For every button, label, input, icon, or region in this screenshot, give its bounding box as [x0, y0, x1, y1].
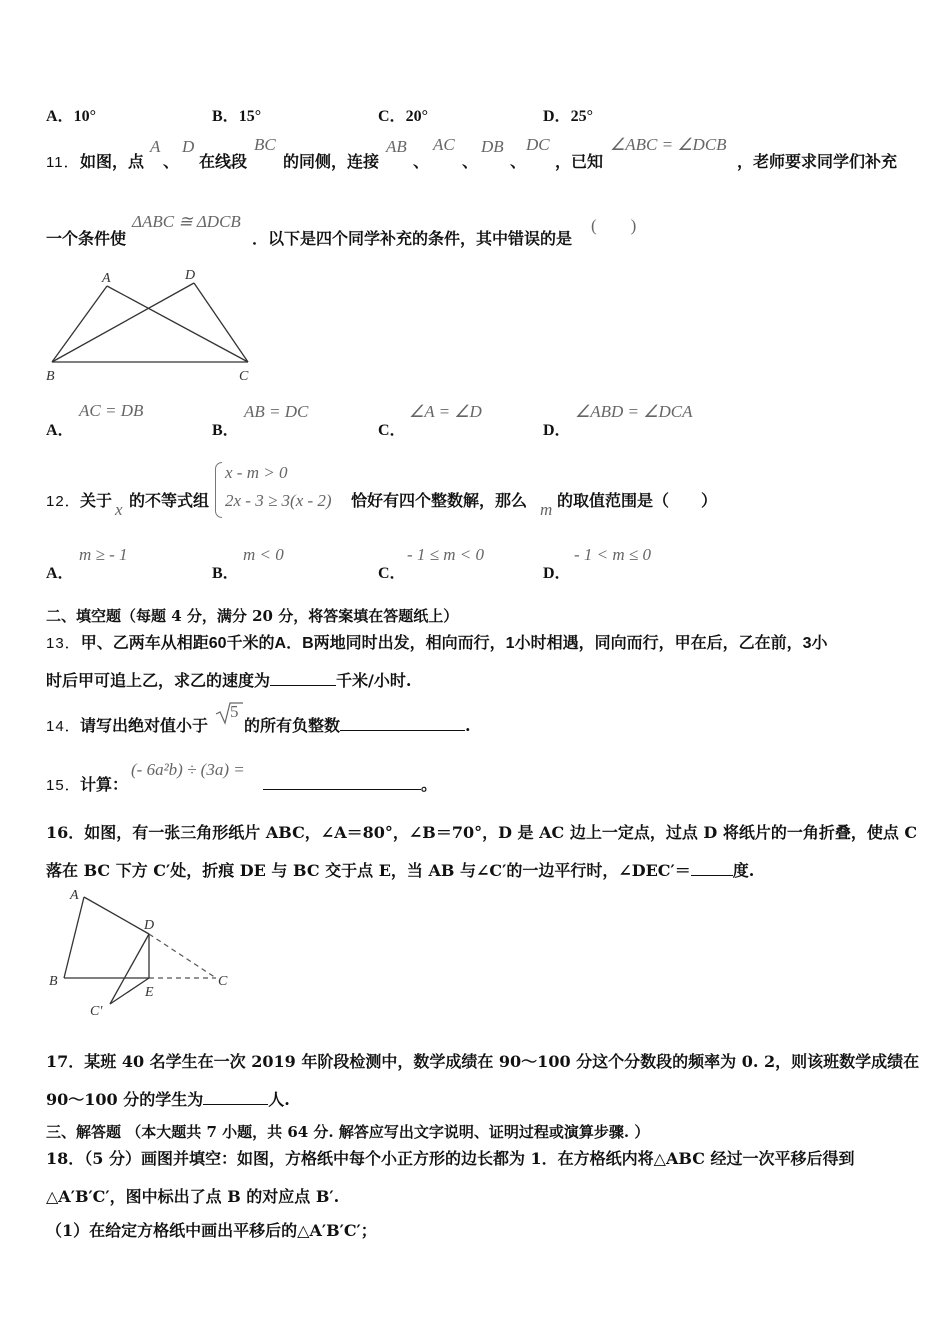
q11-option-d-letter: D． [543, 422, 571, 439]
q12-option-a-letter: A． [46, 565, 74, 582]
q16-figure-label-a: A [70, 888, 79, 903]
q14-sqrt-radicand: 5 [230, 702, 239, 721]
q11-segment-ac: AC [433, 135, 455, 154]
q16-figure-line-ab [64, 897, 84, 978]
q16-figure-line-dc-prime [110, 934, 149, 1004]
q11-segment-ab: AB [386, 137, 407, 156]
q16-line-2: 落在 BC 下方 C′处，折痕 DE 与 BC 交于点 E，当 AB 与∠C′的一边平行时，∠DEC′＝ 度. [46, 861, 755, 880]
q14-sqrt-sign [214, 700, 244, 726]
q11-segment-db: DB [481, 137, 504, 156]
q11-text-5: ，老师要求同学们补充 [737, 152, 898, 171]
q11-line2-a: 一个条件使 [46, 229, 127, 248]
q16-answer-blank [691, 861, 733, 876]
q16-figure [40, 884, 240, 1024]
q12-option-d-letter: D． [543, 565, 571, 582]
q11-line2-b: ．以下是四个同学补充的条件，其中错误的是 [252, 229, 573, 248]
q13-line-2: 时后甲可追上乙，求乙的速度为 千米/小时. [46, 671, 412, 690]
q12-option-d-expr: - 1 < m ≤ 0 [574, 545, 651, 564]
q12-text-1: 关于 [80, 491, 113, 510]
q12-variable-x: x [115, 500, 123, 519]
q11-figure [40, 262, 270, 387]
q12-option-c-expr: - 1 ≤ m < 0 [407, 545, 484, 564]
q11-given-angles: ∠ABC = ∠DCB [610, 135, 727, 154]
q16-figure-label-e: E [145, 985, 154, 1000]
section-2-heading: 二、填空题（每题 4 分，满分 20 分，将答案填在答题纸上） [46, 607, 459, 625]
q10-option-c: C．20° [378, 108, 428, 125]
q16-line-1: 16．如图，有一张三角形纸片 ABC，∠A＝80°，∠B＝70°，D 是 AC 边上一定点，过点 D 将纸片的一角折叠，使点 C [46, 823, 918, 842]
q12-system-brace [215, 462, 222, 518]
q10-option-a: A．10° [46, 108, 96, 125]
q15-number: 15． [46, 777, 81, 794]
q11-option-b-letter: B． [212, 422, 239, 439]
q18-line-3: （1）在给定方格纸中画出平移后的△A′B′C′； [46, 1221, 377, 1240]
q11-option-a-letter: A． [46, 422, 74, 439]
q11-option-c-letter: C． [378, 422, 406, 439]
q11-figure-line-ab [52, 286, 107, 362]
q18-line-1: 18．（5 分）画图并填空：如图，方格纸中每个小正方形的边长都为 1．在方格纸内将△ABC 经过一次平移后得到 [46, 1149, 855, 1168]
q12-text-3: 恰好有四个整数解，那么 [351, 491, 528, 510]
q11-figure-label-d: D [185, 268, 196, 283]
q11-segment-dc: DC [526, 135, 550, 154]
q11-sep-1: 、 [163, 152, 180, 171]
q17-line-1: 17．某班 40 名学生在一次 2019 年阶段检测中，数学成绩在 90～100 分这个分数段的频率为 0. 2，则该班数学成绩在 [46, 1052, 920, 1071]
q17-answer-blank [203, 1090, 268, 1105]
q16-figure-line-ad [84, 897, 149, 934]
q18-line-2: △A′B′C′，图中标出了点 B 的对应点 B′. [46, 1187, 340, 1206]
q14-answer-blank [340, 716, 465, 731]
q11-text-3: 的同侧，连接 [283, 152, 380, 171]
q12-option-b-letter: B． [212, 565, 239, 582]
q10-option-b: B．15° [212, 108, 262, 125]
q12-variable-m: m [540, 500, 553, 519]
q15-text-1: 计算： [80, 775, 129, 794]
q14-number: 14． [46, 718, 81, 735]
q11-point-a: A [150, 137, 161, 156]
q17-line-2: 90～100 分的学生为 人. [46, 1090, 290, 1109]
q12-inequality-1: x - m > 0 [225, 463, 288, 482]
q12-inequality-2: 2x - 3 ≥ 3(x - 2) [225, 491, 332, 510]
q11-text-1: 如图，点 [80, 152, 145, 171]
q11-option-a-expr: AC = DB [79, 401, 144, 420]
q11-figure-label-c: C [239, 369, 249, 384]
q13-answer-blank [270, 671, 336, 686]
q11-congruence: ΔABC ≅ ΔDCB [132, 212, 241, 231]
q11-sep-4: 、 [510, 152, 527, 171]
q16-figure-line-dc-dashed [149, 934, 216, 978]
q12-option-a-expr: m ≥ - 1 [79, 545, 128, 564]
q15-answer: 。 [263, 772, 437, 795]
q11-sep-2: 、 [413, 152, 430, 171]
q11-option-c-expr: ∠A = ∠D [409, 402, 482, 421]
q16-figure-label-d: D [144, 918, 155, 933]
q16-figure-label-b: B [49, 974, 58, 989]
q11-answer-paren: ( ) [591, 216, 637, 235]
q15-answer-blank [263, 775, 421, 790]
q11-sep-3: 、 [462, 152, 479, 171]
q12-option-c-letter: C． [378, 565, 406, 582]
q12-option-b-expr: m < 0 [243, 545, 284, 564]
q11-segment-bc: BC [254, 135, 276, 154]
q12-text-4: 的取值范围是（ ） [557, 491, 718, 510]
q11-figure-label-b: B [46, 369, 55, 384]
q12-text-2: 的不等式组 [129, 491, 210, 510]
q16-figure-line-ec-prime [110, 978, 149, 1004]
q15-expression: (- 6a²b) ÷ (3a) = [131, 760, 245, 779]
q11-text-2: 在线段 [199, 152, 248, 171]
q11-figure-line-dc [194, 283, 248, 362]
q11-option-d-expr: ∠ABD = ∠DCA [575, 402, 693, 421]
q13-line-1: 13．甲、乙两车从相距60千米的A．B两地同时出发，相向而行，1小时相遇，同向而行，甲在后，乙在前，3小 [46, 633, 828, 652]
q11-figure-label-a: A [102, 271, 111, 286]
q11-text-4: ，已知 [555, 152, 604, 171]
section-3-heading: 三、解答题 （本大题共 7 小题，共 64 分. 解答应写出文字说明、证明过程或演算步骤. ） [46, 1123, 650, 1141]
q14-text-2: 的所有负整数 . [244, 716, 471, 735]
q11-option-b-expr: AB = DC [244, 402, 309, 421]
q16-figure-label-c-prime: C′ [90, 1004, 103, 1019]
q14-text-1: 请写出绝对值小于 [80, 716, 209, 735]
q11-number: 11． [46, 154, 80, 171]
q11-figure-line-ac [107, 286, 248, 362]
q12-number: 12． [46, 493, 81, 510]
q11-point-d: D [182, 137, 195, 156]
q10-option-d: D．25° [543, 108, 593, 125]
q16-figure-label-c: C [218, 974, 228, 989]
